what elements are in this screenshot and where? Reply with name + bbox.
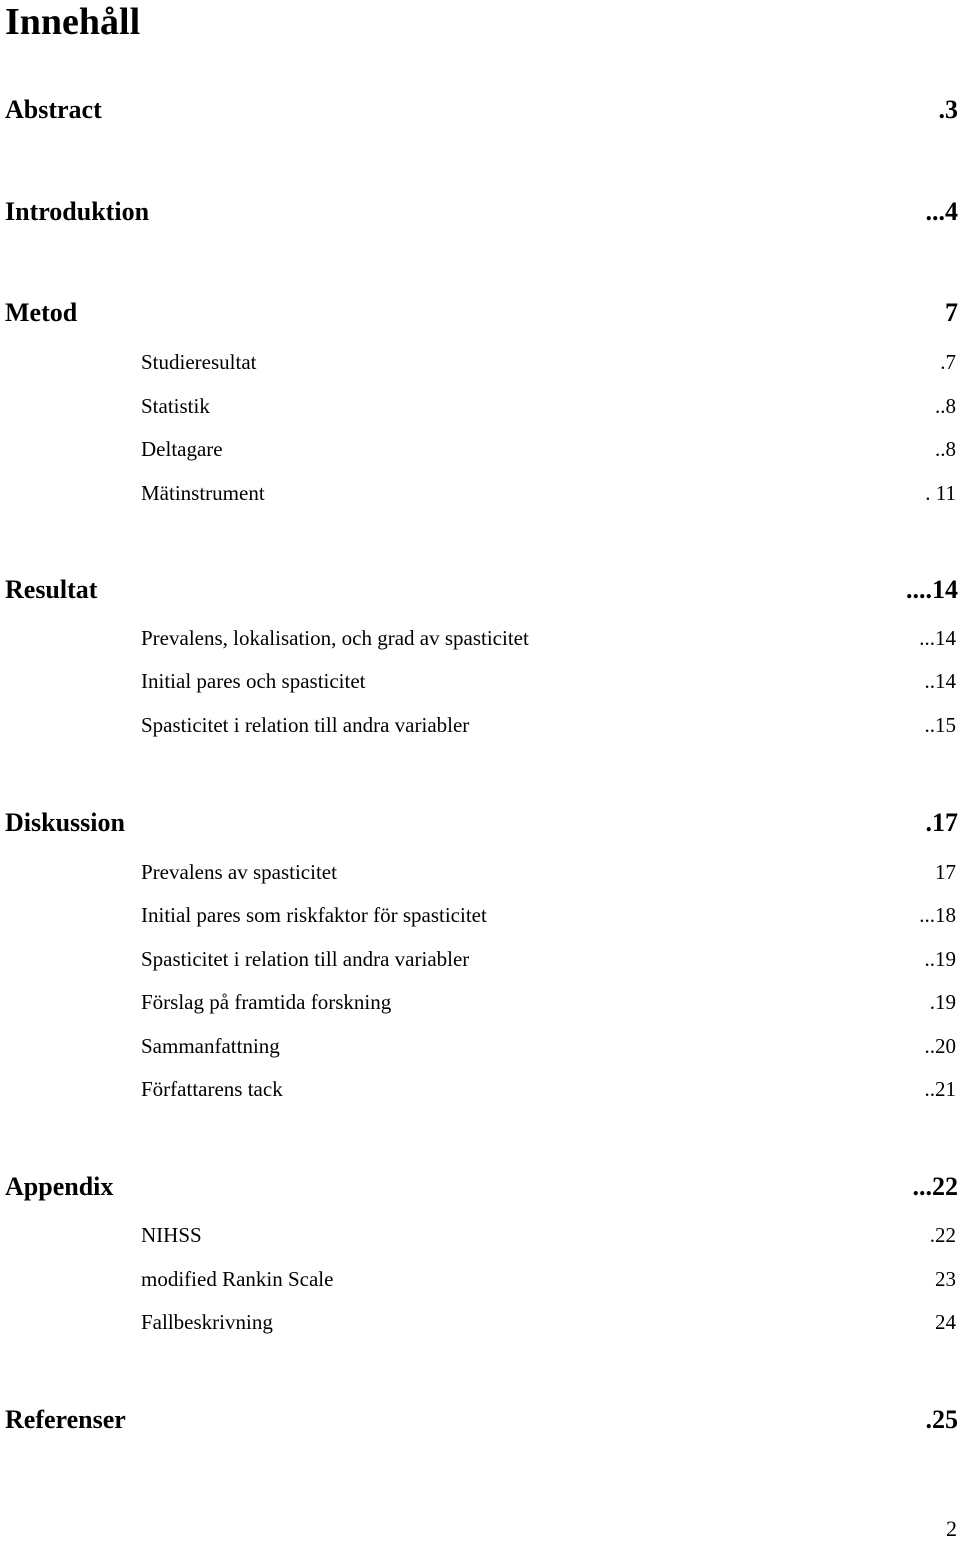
toc-label: Introduktion	[5, 197, 150, 226]
toc-page: .17	[925, 808, 958, 837]
toc-leader	[339, 876, 933, 877]
toc-page: ..14	[924, 669, 956, 693]
toc-leader	[489, 919, 917, 920]
toc-leader	[275, 1326, 933, 1327]
toc-leader	[285, 1093, 923, 1094]
toc-label: Abstract	[5, 95, 102, 124]
toc-page: ...14	[919, 626, 956, 650]
toc-entry-introduktion[interactable]	[5, 195, 958, 229]
toc-leader	[204, 1239, 928, 1240]
toc-subentry[interactable]	[141, 901, 956, 929]
toc-leader	[151, 218, 923, 219]
toc-page: ..19	[924, 947, 956, 971]
toc-subentry[interactable]	[141, 1308, 956, 1336]
page-number: 2	[946, 1516, 957, 1541]
toc-page: ...22	[912, 1172, 958, 1201]
toc-leader	[115, 1193, 910, 1194]
toc-label: Författarens tack	[141, 1077, 283, 1101]
toc-label: Statistik	[141, 394, 210, 418]
toc-page: 23	[935, 1267, 956, 1291]
toc-label: Initial pares som riskfaktor för spasticitet	[141, 903, 487, 927]
toc-leader	[225, 453, 933, 454]
toc-entry-appendix[interactable]	[5, 1170, 958, 1204]
toc-label: Prevalens av spasticitet	[141, 860, 337, 884]
toc-label: Mätinstrument	[141, 481, 265, 505]
toc-page: ...4	[925, 197, 958, 226]
toc-subentry[interactable]	[141, 711, 956, 739]
toc-page: .19	[929, 990, 956, 1014]
toc-label: Sammanfattning	[141, 1034, 280, 1058]
toc-page: ...18	[919, 903, 956, 927]
toc-entry-diskussion[interactable]	[5, 806, 958, 840]
toc-leader	[104, 116, 937, 117]
toc-page: 17	[935, 860, 956, 884]
toc-entry-metod[interactable]	[5, 296, 958, 330]
toc-leader	[267, 497, 924, 498]
toc-subentry[interactable]	[141, 1032, 956, 1060]
toc-label: Fallbeskrivning	[141, 1310, 273, 1334]
toc-page: .22	[929, 1223, 956, 1247]
toc-page: ..15	[924, 713, 956, 737]
toc-leader	[471, 963, 922, 964]
toc-label: Förslag på framtida forskning	[141, 990, 392, 1014]
toc-subentry[interactable]	[141, 1075, 956, 1103]
toc-leader	[258, 366, 938, 367]
toc-subentry[interactable]	[141, 479, 956, 507]
toc-label: Studieresultat	[141, 350, 257, 374]
toc-label: Initial pares och spasticitet	[141, 669, 366, 693]
toc-page: .25	[925, 1405, 958, 1434]
toc-leader	[393, 1006, 928, 1007]
toc-subentry[interactable]	[141, 945, 956, 973]
toc-subentry[interactable]	[141, 348, 956, 376]
toc-label: Spasticitet i relation till andra variabler	[141, 713, 470, 737]
toc-label: Spasticitet i relation till andra variabler	[141, 947, 470, 971]
toc-subentry[interactable]	[141, 392, 956, 420]
toc-leader	[99, 596, 904, 597]
toc-page: 24	[935, 1310, 956, 1334]
toc-page: .3	[938, 95, 958, 124]
toc-label: Prevalens, lokalisation, och grad av spasticitet	[141, 626, 529, 650]
toc-leader	[127, 829, 924, 830]
toc-page: ..8	[935, 437, 956, 461]
toc-entry-abstract[interactable]	[5, 93, 958, 127]
toc-subentry[interactable]	[141, 1265, 956, 1293]
toc-page: . 11	[925, 481, 956, 505]
toc-leader	[212, 410, 933, 411]
toc-label: Resultat	[5, 575, 98, 604]
page-title: Innehåll	[5, 1, 141, 43]
toc-page: ..21	[924, 1077, 956, 1101]
toc-leader	[471, 729, 922, 730]
toc-label: Metod	[5, 298, 78, 327]
toc-label: modified Rankin Scale	[141, 1267, 334, 1291]
toc-leader	[282, 1050, 923, 1051]
toc-subentry[interactable]	[141, 858, 956, 886]
toc-entry-referenser[interactable]	[5, 1403, 958, 1437]
toc-subentry[interactable]	[141, 624, 956, 652]
toc-label: Deltagare	[141, 437, 223, 461]
toc-page: ..20	[924, 1034, 956, 1058]
toc-leader	[335, 1283, 933, 1284]
toc-label: NIHSS	[141, 1223, 202, 1247]
toc-label: Referenser	[5, 1405, 126, 1434]
toc-subentry[interactable]	[141, 435, 956, 463]
toc-page: ....14	[906, 575, 958, 604]
toc-subentry[interactable]	[141, 667, 956, 695]
toc-subentry[interactable]	[141, 1221, 956, 1249]
toc-leader	[79, 319, 943, 320]
toc-page: .7	[940, 350, 956, 374]
toc-label: Diskussion	[5, 808, 125, 837]
toc-label: Appendix	[5, 1172, 114, 1201]
toc-leader	[128, 1426, 924, 1427]
toc-entry-resultat[interactable]	[5, 573, 958, 607]
toc-leader	[368, 685, 923, 686]
toc-page: 7	[945, 298, 958, 327]
toc-leader	[531, 642, 917, 643]
toc-page: ..8	[935, 394, 956, 418]
toc-subentry[interactable]	[141, 988, 956, 1016]
